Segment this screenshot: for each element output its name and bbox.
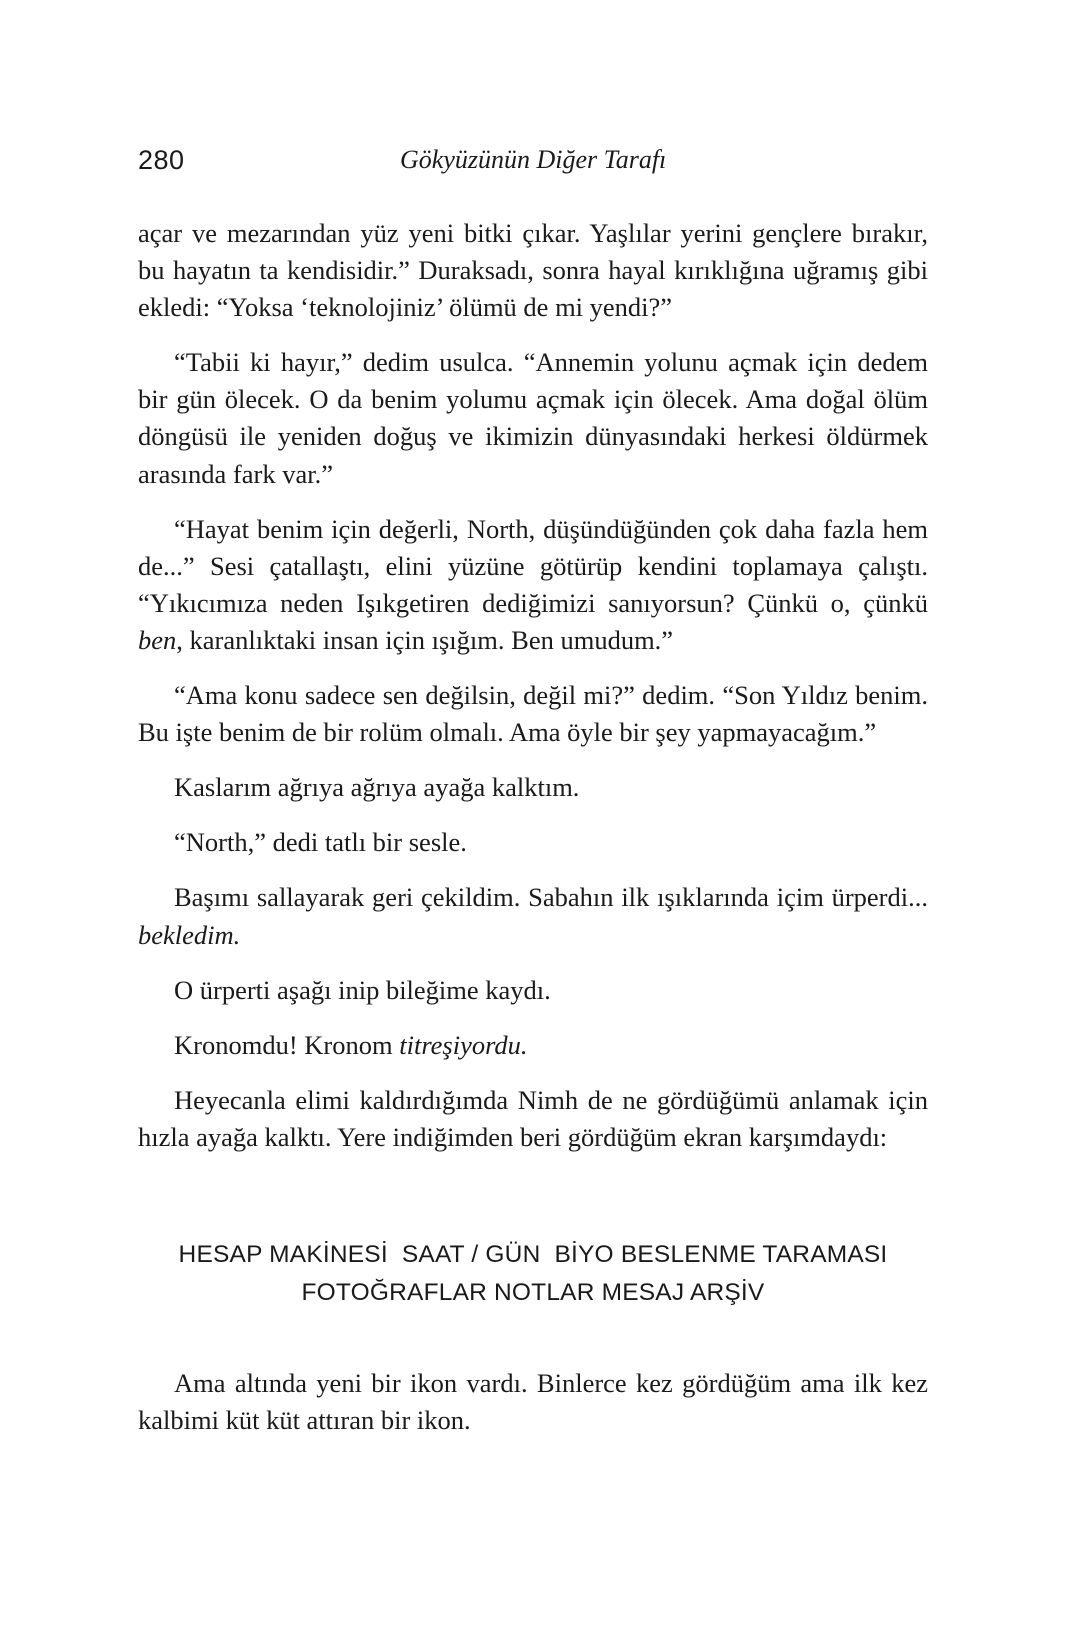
paragraph	[138, 879, 928, 953]
paragraph	[138, 1027, 928, 1064]
page-number: 280	[138, 145, 185, 175]
paragraph: Heyecanla elimi kaldırdığımda Nimh de ne gördüğümü anlamak için hızla ayağa kalktı. Yere indiğimden beri gördüğüm ekran karşımdaydı:	[138, 1084, 928, 1152]
device-screen-menu	[138, 1236, 928, 1312]
emphasis-text: bekledim.	[138, 919, 241, 950]
paragraph-text: Kronomdu! Kronom	[174, 1029, 400, 1060]
emphasis-text: titreşiyordu.	[399, 1029, 528, 1060]
paragraph-text: “Hayat benim için değerli, North, düşündüğünden çok daha fazla hem de...” Sesi çatallaştı, elini yüzüne götürüp kendini toplamaya çalıştı. “Yıkıcımıza neden Işıkgetiren dediğimizi sanıyorsun? Çünkü o, çünkü	[138, 513, 928, 618]
paragraph: “North,” dedi tatlı bir sesle.	[174, 827, 467, 858]
paragraph: Kaslarım ağrıya ağrıya ayağa kalktım.	[174, 772, 580, 803]
paragraph: O ürperti aşağı inip bileğime kaydı.	[174, 974, 551, 1005]
closing-text	[138, 1365, 928, 1439]
emphasis-text: ben	[138, 624, 177, 655]
paragraph-text: , karanlıktaki insan için ışığım. Ben umudum.”	[176, 624, 674, 655]
running-title: Gökyüzünün Diğer Tarafı	[400, 145, 667, 174]
menu-line: FOTOĞRAFLAR NOTLAR MESAJ ARŞİV	[301, 1278, 765, 1306]
paragraph: “Tabii ki hayır,” dedim usulca. “Annemin yolunu açmak için dedem bir gün ölecek. O da benim yolumu açmak için ölecek. Ama doğal ölüm döngüsü ile yeniden doğuş ve ikimizin dünyasındaki herkesi öldürmek arasında fark var.”	[138, 347, 928, 489]
paragraph: “Ama konu sadece sen değilsin, değil mi?” dedim. “Son Yıldız benim. Bu işte benim de bir rolüm olmalı. Ama öyle bir şey yapmayacağım.”	[138, 680, 928, 748]
page-header	[138, 145, 938, 185]
paragraph: Ama altında yeni bir ikon vardı. Binlerce kez gördüğüm ama ilk kez kalbimi küt küt attıran bir ikon.	[138, 1368, 928, 1436]
paragraph-text: Başımı sallayarak geri çekildim. Sabahın ilk ışıklarında içim ürperdi...	[174, 882, 928, 913]
paragraph: açar ve mezarından yüz yeni bitki çıkar. Yaşlılar yerini gençlere bırakır, bu hayatın ta kendisidir.” Duraksadı, sonra hayal kırıklığına uğramış gibi ekledi: “Yoksa ‘teknolojiniz’ ölümü de mi yendi?”	[138, 218, 928, 323]
body-text	[138, 215, 928, 1174]
menu-line: HESAP MAKİNESİ SAAT / GÜN BİYO BESLENME TARAMASI	[178, 1241, 888, 1268]
paragraph	[138, 511, 928, 659]
